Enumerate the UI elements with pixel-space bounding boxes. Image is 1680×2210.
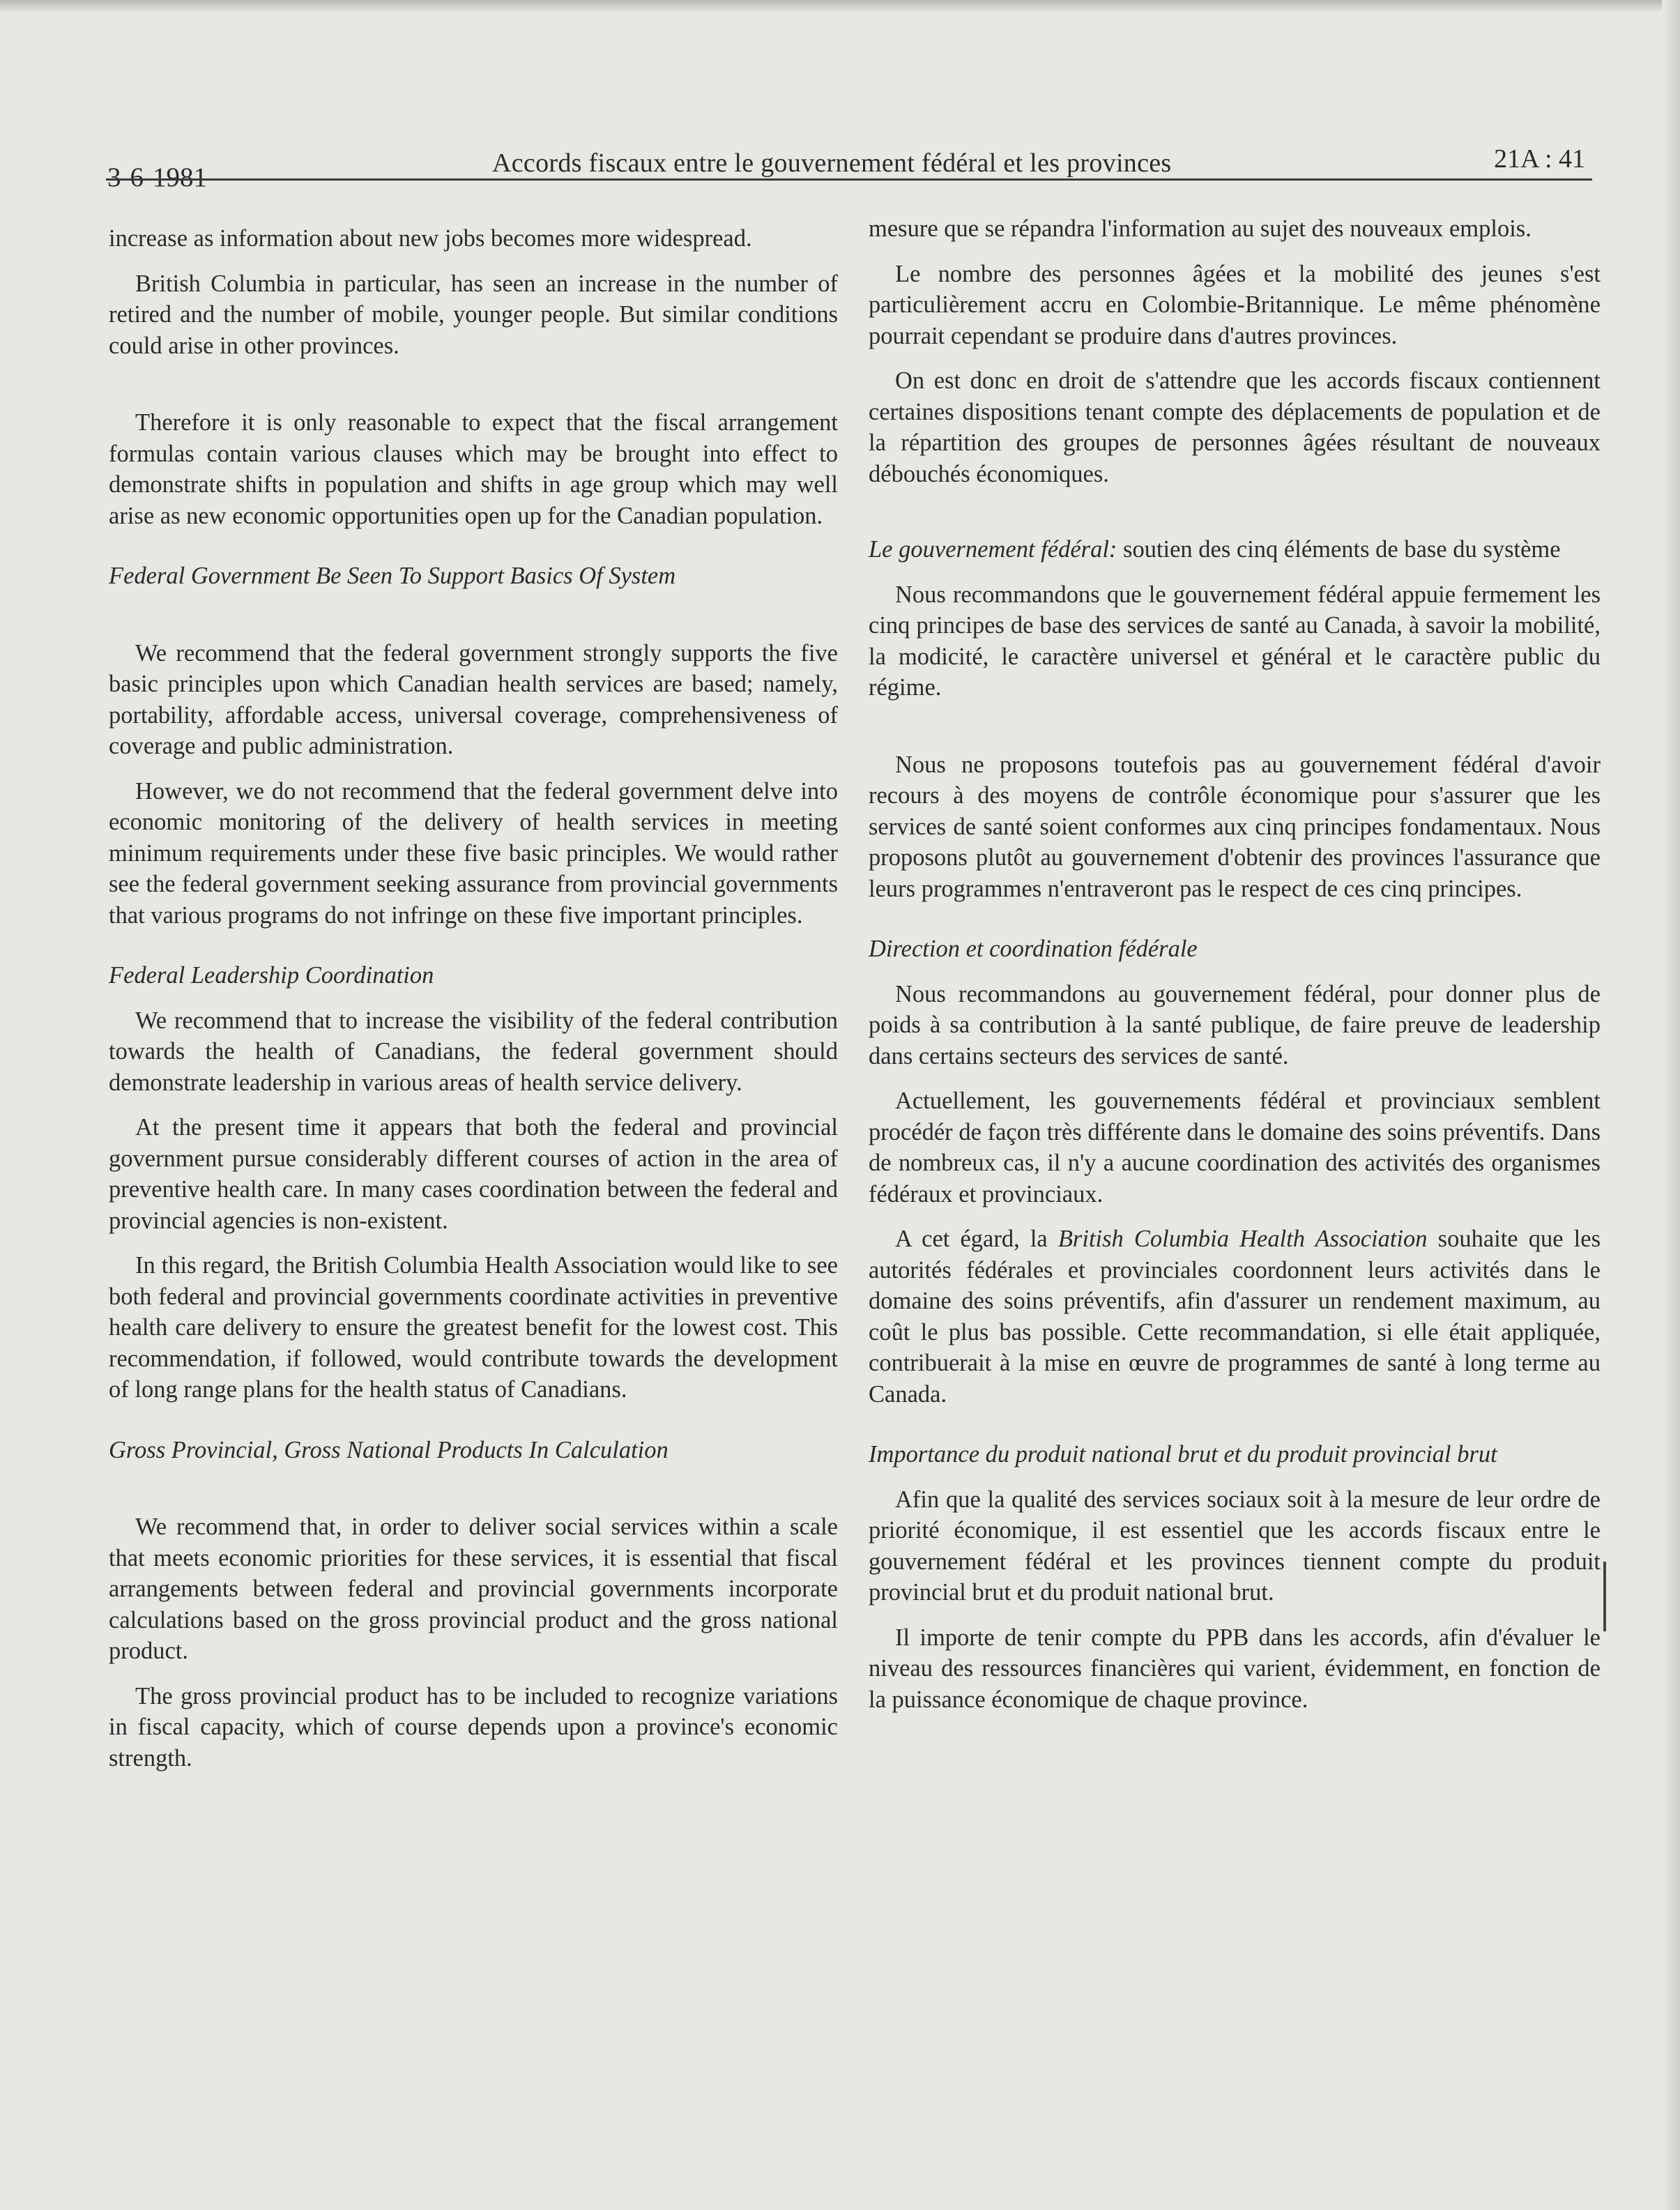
fr-heading-federal-support [869,534,1601,565]
en-paragraph-4: We recommend that the federal government strongly supports the five basic principles upon which Canadian health services are based; namely, portability, affordable access, universal coverage, comprehensiveness of coverage and public administration. [109,639,838,759]
english-column [109,223,838,1774]
en-paragraph-10: The gross provincial product has to be included to recognize variations in fiscal capacity, which of course depends upon a province's economic strength. [109,1682,838,1771]
en-heading-leadership: Federal Leadership Coordination [109,962,434,989]
fr-heading-leadership: Direction et coordination fédérale [869,936,1198,962]
fr-paragraph-1: mesure que se répandra l'information au sujet des nouveaux emplois. [869,215,1532,242]
en-paragraph-7: At the present time it appears that both the federal and provincial government pursue considerably different courses of action in the area of preventive health care. In many cases coordination between the federal and provincial agencies is non-existent. [109,1114,838,1234]
fr-paragraph-8-association: British Columbia Health Association [1057,1226,1428,1252]
header-page-number: 21A : 41 [1494,144,1585,174]
fr-paragraph-4: Nous recommandons que le gouvernement fédéral appuie fermement les cinq principes de base des services de santé au Canada, à savoir la mobilité, la modicité, le caractère universel et général et le caractère public du régime. [869,581,1601,701]
en-paragraph-9: We recommend that, in order to deliver social services within a scale that meets economic priorities for these services, it is essential that fiscal arrangements between federal and provincial governments incorporate calculations based on the gross provincial product and the gross national product. [109,1514,838,1664]
fr-paragraph-5: Nous ne proposons toutefois pas au gouvernement fédéral d'avoir recours à des moyens de contrôle économique pour s'assurer que les services de santé soient conformes aux cinq principes fondamentaux. Nous proposons plutôt au gouvernement d'obtenir des provinces l'assurance que leurs programmes n'entraveront pas le respect de ces cinq principes. [869,751,1601,902]
en-paragraph-1: increase as information about new jobs becomes more widespread. [109,225,752,252]
page-top-shadow [0,0,1680,13]
en-paragraph-8: In this regard, the British Columbia Health Association would like to see both federal and provincial governments coordinate activities in preventive health care delivery to ensure the greatest benefit for the lowest cost. This recommendation, if followed, would contribute towards the development of long range plans for the health status of Canadians. [109,1252,838,1403]
fr-paragraph-3: On est donc en droit de s'attendre que les accords fiscaux contiennent certaines dispositions tenant compte des déplacements de population et de la répartition des groupes de personnes âgées résultant de nouveaux débouchés économiques. [869,367,1601,487]
en-paragraph-2: British Columbia in particular, has seen an increase in the number of retired and the number of mobile, younger people. But similar conditions could arise in other provinces. [109,270,838,359]
fr-heading-gross-products: Importance du produit national brut et du produit provincial brut [869,1441,1497,1468]
fr-paragraph-8-end: souhaite que les autorités fédérales et provinciales coordonnent leurs activités dans le domaine des soins préventifs, afin d'assurer un rendement maximum, au coût le plus bas possible. Cette recommandation, si elle était appliquée, contribuerait à la mise en œuvre de programmes de santé à long terme au Canada. [869,1226,1601,1408]
en-paragraph-3: Therefore it is only reasonable to expect that the fiscal arrangement formulas contain various clauses which may be brought into effect to demonstrate shifts in population and shifts in age group which may well arise as new economic opportunities open up for the Canadian population. [109,409,838,529]
fr-paragraph-2: Le nombre des personnes âgées et la mobilité des jeunes s'est particulièrement accru en Colombie-Britannique. Le même phénomène pourrait cependant se produire dans d'autres provinces. [869,260,1601,349]
en-heading-federal-support: Federal Government Be Seen To Support Basics Of System [109,563,676,589]
margin-mark [1603,1562,1606,1631]
header-rule [106,178,1592,181]
fr-paragraph-9: Afin que la qualité des services sociaux soit à la mesure de leur ordre de priorité économique, il est essentiel que les accords fiscaux entre le gouvernement fédéral et les provinces tiennent compte du produit provincial brut et du produit national brut. [869,1486,1601,1606]
french-column [869,213,1601,1715]
header-title: Accords fiscaux entre le gouvernement fédéral et les provinces [492,148,1172,178]
en-paragraph-6: We recommend that to increase the visibility of the federal contribution towards the health of Canadians, the federal government should demonstrate leadership in various areas of health service delivery. [109,1007,838,1096]
fr-heading-federal-support-plain: soutien des cinq éléments de base du système [1117,536,1561,563]
en-paragraph-5: However, we do not recommend that the federal government delve into economic monitoring of the delivery of health services in meeting minimum requirements under these five basic principles. We would rather see the federal government seeking assurance from provincial governments that various programs do not infringe on these five important principles. [109,777,838,929]
en-heading-gross-products: Gross Provincial, Gross National Products In Calculation [109,1436,669,1463]
fr-paragraph-8-start: A cet égard, la [895,1226,1058,1252]
fr-paragraph-10: Il importe de tenir compte du PPB dans les accords, afin d'évaluer le niveau des ressources financières qui varient, évidemment, en fonction de la puissance économique de chaque province. [869,1624,1601,1713]
header-date: 3-6-1981 [107,162,207,192]
fr-paragraph-7: Actuellement, les gouvernements fédéral et provinciaux semblent procédér de façon très différente dans le domaine des soins préventifs. Dans de nombreux cas, il n'y a aucune coordination des activités des organismes fédéraux et provinciaux. [869,1088,1601,1207]
page-edge-shadow [1662,0,1680,2210]
fr-heading-federal-support-italic: Le gouvernement fédéral: [869,536,1117,563]
fr-paragraph-8 [869,1224,1601,1410]
fr-paragraph-6: Nous recommandons au gouvernement fédéral, pour donner plus de poids à sa contribution à la santé publique, de faire preuve de leadership dans certains secteurs des services de santé. [869,980,1601,1069]
